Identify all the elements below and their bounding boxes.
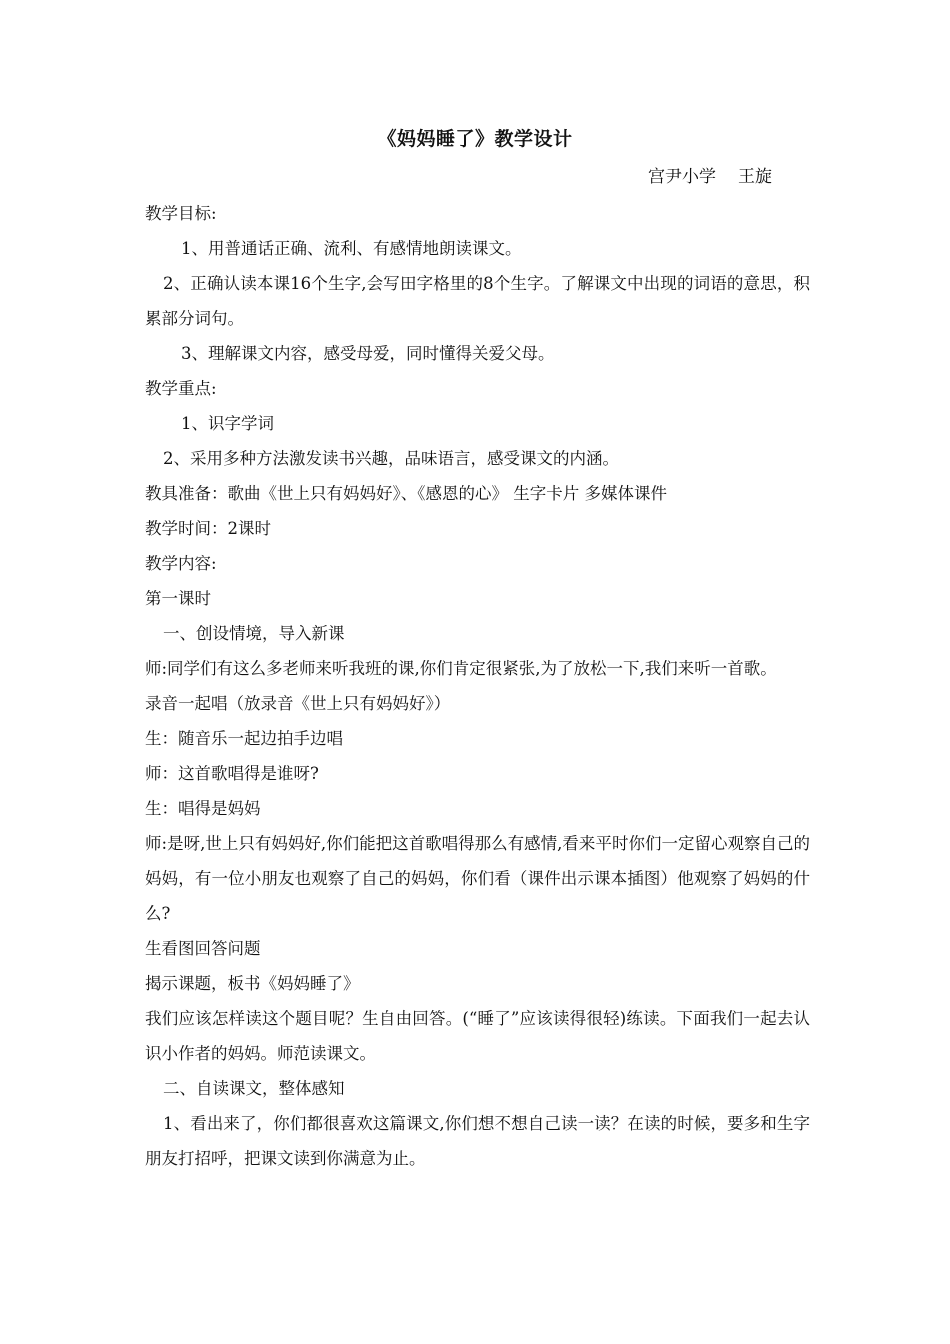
paragraph: 教具准备：歌曲《世上只有妈妈好》、《感恩的心》 生字卡片 多媒体课件 xyxy=(145,484,667,503)
document-title: 《妈妈睡了》教学设计 xyxy=(377,128,573,150)
paragraph: 生：随音乐一起边拍手边唱 xyxy=(145,729,343,748)
teacher-name: 王旋 xyxy=(738,167,772,187)
paragraph: 3、理解课文内容，感受母爱，同时懂得关爱父母。 xyxy=(181,344,555,363)
paragraph: 师：这首歌唱得是谁呀? xyxy=(145,764,319,783)
lesson-heading: 第一课时 xyxy=(145,589,211,608)
school-name: 宫尹小学 xyxy=(648,167,716,187)
paragraph: 教学时间：2课时 xyxy=(145,519,271,538)
paragraph: 生：唱得是妈妈 xyxy=(145,799,261,818)
author-line xyxy=(648,162,772,187)
paragraph: 1、识字学词 xyxy=(181,414,274,433)
paragraph: 2、正确认读本课16个生字,会写田字格里的8个生字。了解课文中出现的词语的意思，积累部分词句。 xyxy=(145,274,810,328)
paragraph: 生看图回答问题 xyxy=(145,939,261,958)
document-body xyxy=(145,196,810,1176)
paragraph: 录音一起唱（放录音《世上只有妈妈好》） xyxy=(145,694,451,713)
step-heading: 一、创设情境，导入新课 xyxy=(163,624,345,643)
section-heading: 教学重点: xyxy=(145,379,217,398)
paragraph: 师:是呀,世上只有妈妈好,你们能把这首歌唱得那么有感情,看来平时你们一定留心观察自己的妈妈，有一位小朋友也观察了自己的妈妈，你们看（课件出示课本插图）他观察了妈妈的什么? xyxy=(145,834,810,923)
step-heading: 二、自读课文，整体感知 xyxy=(163,1079,345,1098)
section-heading: 教学目标: xyxy=(145,204,217,223)
paragraph: 我们应该怎样读这个题目呢？生自由回答。(“睡了”应该读得很轻)练读。下面我们一起去认识小作者的妈妈。师范读课文。 xyxy=(145,1009,810,1063)
section-heading: 教学内容: xyxy=(145,554,217,573)
paragraph: 1、看出来了，你们都很喜欢这篇课文,你们想不想自己读一读？在读的时候，要多和生字朋友打招呼，把课文读到你满意为止。 xyxy=(145,1114,810,1168)
paragraph: 师:同学们有这么多老师来听我班的课,你们肯定很紧张,为了放松一下,我们来听一首歌。 xyxy=(145,659,777,678)
paragraph: 2、采用多种方法激发读书兴趣，品味语言，感受课文的内涵。 xyxy=(163,449,619,468)
paragraph: 1、用普通话正确、流利、有感情地朗读课文。 xyxy=(181,239,522,258)
paragraph: 揭示课题，板书《妈妈睡了》 xyxy=(145,974,360,993)
